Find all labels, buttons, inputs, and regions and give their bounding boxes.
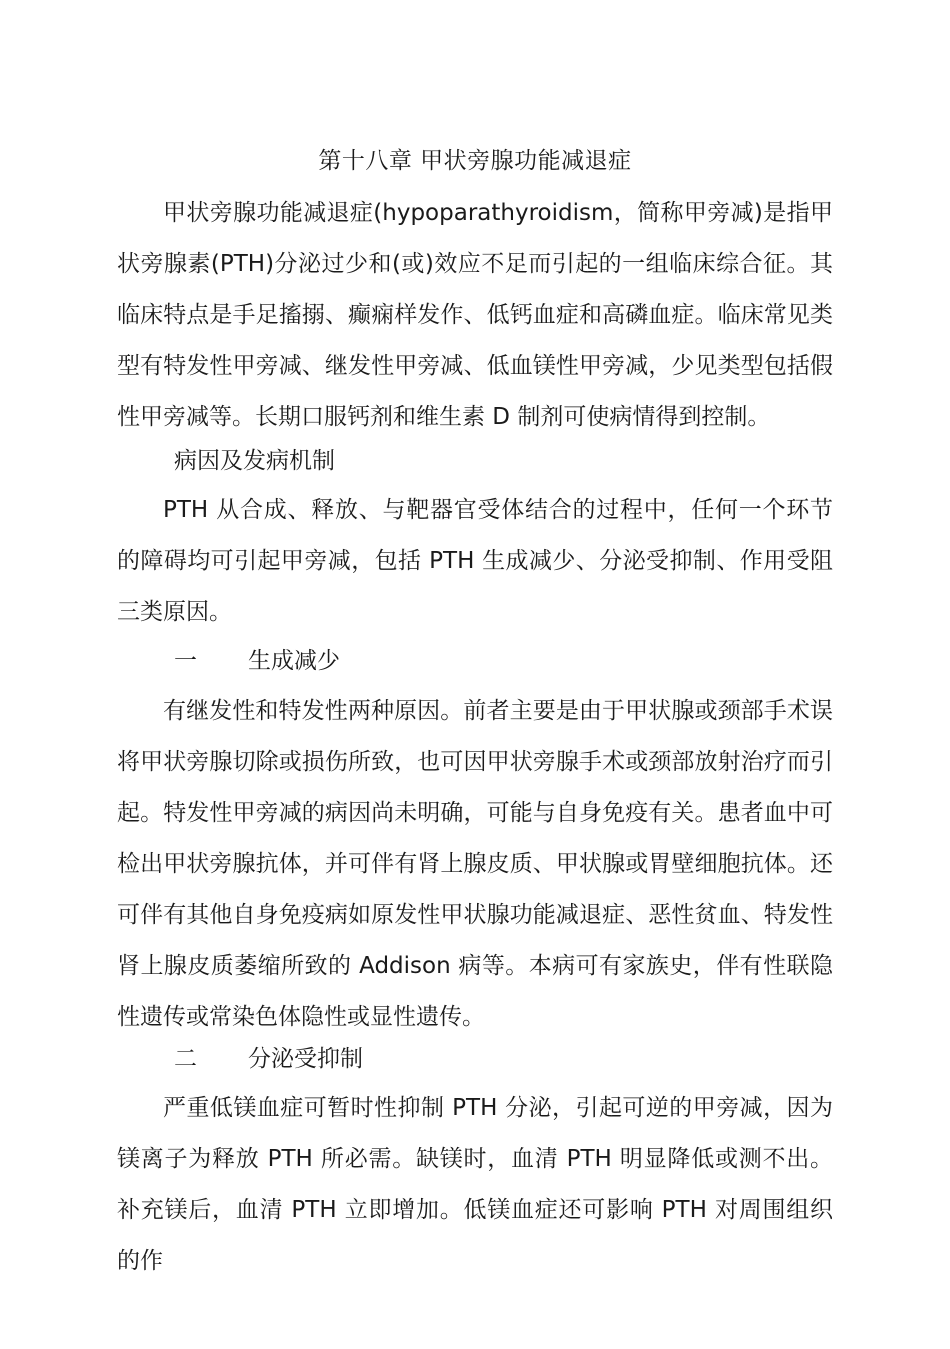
- subsection-title-2: 分泌受抑制: [248, 1046, 363, 1072]
- subsection-paragraph-2: 严重低镁血症可暂时性抑制 PTH 分泌，引起可逆的甲旁减，因为镁离子为释放 PTH 所必需。缺镁时，血清 PTH 明显降低或测不出。补充镁后，血清 PTH 立即增加。低镁血症还可影响 PTH 对周围组织的作: [117, 1095, 833, 1274]
- section-heading: 病因及发病机制: [174, 448, 335, 474]
- subsection-paragraph-1: 有继发性和特发性两种原因。前者主要是由于甲状腺或颈部手术误将甲状旁腺切除或损伤所致，也可因甲状旁腺手术或颈部放射治疗而引起。特发性甲旁减的病因尚未明确，可能与自身免疫有关。患者血中可检出甲状旁腺抗体，并可伴有肾上腺皮质、甲状腺或胃壁细胞抗体。还可伴有其他自身免疫病如原发性甲状腺功能减退症、恶性贫血、特发性肾上腺皮质萎缩所致的 Addison 病等。本病可有家族史，伴有性联隐性遗传或常染色体隐性或显性遗传。: [117, 698, 833, 1030]
- subsection-number-2: 二: [174, 1046, 197, 1072]
- subsection-number-1: 一: [174, 648, 197, 674]
- subsection-heading-2: [174, 1043, 363, 1075]
- subsection-title-1: 生成减少: [248, 648, 340, 674]
- subsection-heading-1: [174, 645, 340, 677]
- section-paragraph: PTH 从合成、释放、与靶器官受体结合的过程中，任何一个环节的障碍均可引起甲旁减，包括 PTH 生成减少、分泌受抑制、作用受阻三类原因。: [117, 497, 833, 625]
- intro-paragraph: 甲状旁腺功能减退症(hypoparathyroidism，简称甲旁减)是指甲状旁腺素(PTH)分泌过少和(或)效应不足而引起的一组临床综合征。其临床特点是手足搐搦、癫痫样发作、低钙血症和高磷血症。临床常见类型有特发性甲旁减、继发性甲旁减、低血镁性甲旁减，少见类型包括假性甲旁减等。长期口服钙剂和维生素 D 制剂可使病情得到控制。: [117, 200, 833, 430]
- chapter-title: 第十八章 甲状旁腺功能减退症: [318, 148, 632, 174]
